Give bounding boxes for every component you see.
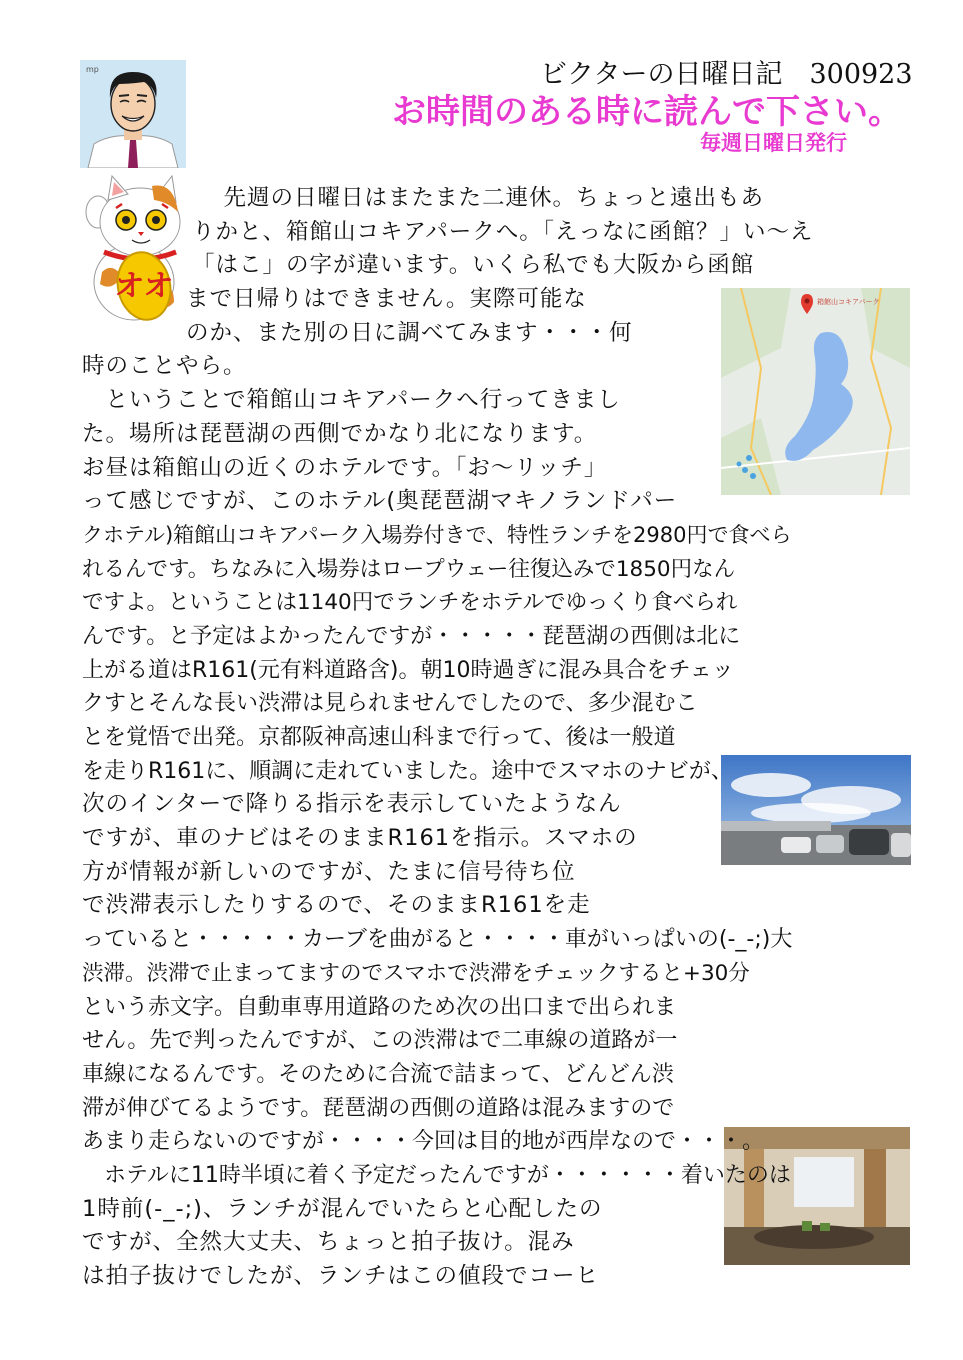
coin-text: オオ [114,269,174,304]
article-line: クホテル)箱館山コキアパーク入場券付きで、特性ランチを2980円で食べら [82,522,792,547]
article-line: れるんです。ちなみに入場券はロープウェー往復込みで1850円なん [82,556,736,582]
article-line: ですが、車のナビはそのままR161を指示。スマホの [82,825,638,852]
article-line: で渋滞表示したりするので、そのままR161を走 [82,892,591,919]
article-line: 滞が伸びてるようです。琵琶湖の西側の道路は混みますので [82,1095,675,1121]
article-line: た。場所は琵琶湖の西側でかなり北になります。 [82,420,598,447]
article-line: ですが、全然大丈夫、ちょっと拍子抜け。混み [82,1229,575,1256]
svg-text:mp: mp [86,65,99,74]
article-line: ということで箱館山コキアパークへ行ってきまし [82,387,621,414]
article-line: あまり走らないのですが・・・・今回は目的地が西岸なので・・・。 [82,1129,765,1155]
article-line: のか、また別の日に調べてみます・・・何 [186,319,633,346]
article-line: 先週の日曜日はまたまた二連休。ちょっと遠出もあ [200,185,765,211]
article-line: んです。と予定はよかったんですが・・・・・琵琶湖の西側は北に [82,623,741,649]
article-body [82,182,912,1294]
article-line: って感じですが、このホテル(奥琵琶湖マキノランドパー [82,488,678,515]
article-line: 上がる道はR161(元有料道路含)。朝10時過ぎに混み具合をチェッ [82,657,734,683]
article-line: せん。先で判ったんですが、この渋滞はで二車線の道路が一 [82,1028,678,1054]
map-pin-label: 箱館山コキアパーク [817,298,880,306]
article-line: っていると・・・・・カーブを曲がると・・・・車がいっぱいの(-_-;)大 [82,927,793,953]
article-line: クすとそんな長い渋滞は見られませんでしたので、多少混むこ [82,691,698,717]
newsletter-subtitle: お時間のある時に読んで下さい。 [392,92,902,132]
author-avatar [80,60,186,168]
publication-frequency: 毎週日曜日発行 [700,131,847,155]
article-line: 車線になるんです。そのために合流で詰まって、どんどん渋 [82,1061,674,1087]
article-line: という赤文字。自動車専用道路のため次の出口まで出られま [82,994,677,1020]
article-line: 次のインターで降りる指示を表示していたようなん [82,791,622,818]
article-line: とを覚悟で出発。京都阪神高速山科まで行って、後は一般道 [82,725,676,750]
article-line: 方が情報が新しいのですが、たまに信号待ち位 [82,858,576,885]
article-line: 1時前(-_-;)、ランチが混んでいたらと心配したの [82,1195,603,1222]
newsletter-title: ビクターの日曜日記 300923 [540,59,913,90]
article-line: まで日帰りはできません。実際可能な [186,286,587,313]
article-line: は拍子抜けでしたが、ランチはこの値段でコーヒ [82,1263,600,1289]
article-line: りかと、箱館山コキアパークへ。「えっなに函館？」い〜え [192,218,814,245]
article-line: を走りR161に、順調に走れていました。途中でスマホのナビが、 [82,758,733,784]
article-line: 「はこ」の字が違います。いくら私でも大阪から函館 [192,252,755,279]
article-line: ホテルに11時半頃に着く予定だったんですが・・・・・・着いたのは [82,1162,791,1188]
article-line: ですよ。ということは1140円でランチをホテルでゆっくり食べられ [82,590,738,616]
article-line: 時のことやら。 [82,353,247,380]
article-line: 渋滞。渋滞で止まってますのでスマホで渋滞をチェックすると+30分 [82,960,750,986]
article-line: お昼は箱館山の近くのホテルです。「お〜リッチ」 [82,454,608,481]
